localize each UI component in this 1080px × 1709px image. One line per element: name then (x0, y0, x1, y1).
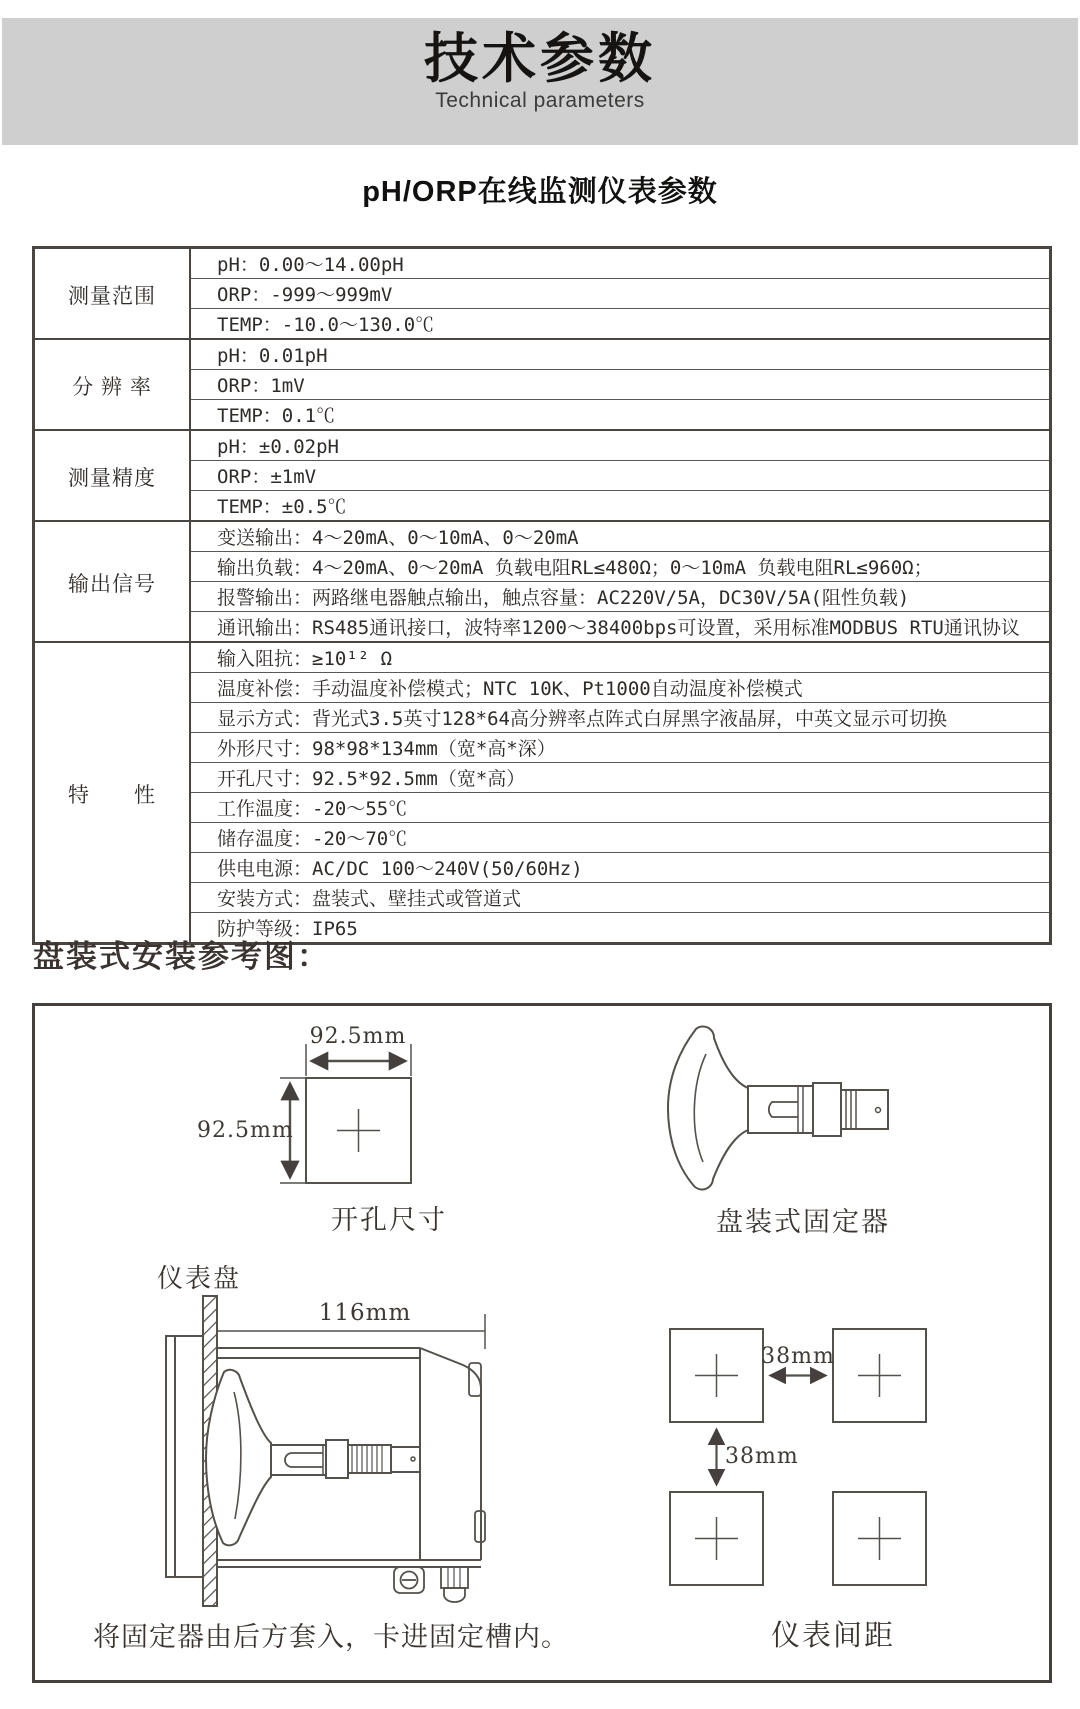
spec-value: ORP：-999～999mV (190, 279, 1051, 309)
table-row (34, 248, 1051, 279)
group-label-resolution: 分 辨 率 (34, 339, 191, 430)
spec-value: TEMP：0.1℃ (190, 400, 1051, 431)
spec-value: 显示方式：背光式3.5英寸128*64高分辨率点阵式白屏黑字液晶屏，中英文显示可切换 (190, 703, 1051, 733)
spec-value: 变送输出：4～20mA、0～10mA、0～20mA (190, 521, 1051, 552)
spec-value: 储存温度：-20～70℃ (190, 823, 1051, 853)
diagram-heading: 盘装式安装参考图： (33, 939, 330, 974)
group-label-output: 输出信号 (34, 521, 191, 642)
spacing-h-dimension: 38mm (761, 1344, 835, 1369)
fixator-diagram (668, 1026, 888, 1189)
table-row (34, 642, 1051, 673)
section-title: pH/ORP在线监测仪表参数 (362, 176, 718, 208)
spec-value: 输出负载：4～20mA、0～20mA 负载电阻RL≤480Ω；0～10mA 负载电阻RL≤960Ω； (190, 552, 1051, 582)
spec-table (32, 246, 1052, 945)
page-subtitle: Technical parameters (435, 89, 645, 113)
fixator-caption: 盘装式固定器 (716, 1207, 890, 1237)
header-band (2, 18, 1078, 145)
spec-value: pH：±0.02pH (190, 430, 1051, 461)
spec-value: ORP：1mV (190, 370, 1051, 400)
panel-label: 仪表盘 (157, 1263, 242, 1293)
spacing-caption: 仪表间距 (770, 1620, 895, 1652)
spec-value: 工作温度：-20～55℃ (190, 793, 1051, 823)
depth-dimension: 116mm (318, 1300, 412, 1326)
spec-value: 外形尺寸：98*98*134mm（宽*高*深） (190, 733, 1051, 763)
cutout-caption: 开孔尺寸 (331, 1205, 447, 1235)
group-label-features: 特 性 (34, 642, 191, 944)
spec-value: 输入阻抗：≥10¹² Ω (190, 642, 1051, 673)
side-view-caption: 将固定器由后方套入，卡进固定槽内。 (93, 1622, 569, 1652)
spec-value: pH：0.00～14.00pH (217, 254, 404, 276)
cutout-width-dimension: 92.5mm (309, 1024, 407, 1049)
spec-value: 报警输出：两路继电器触点输出，触点容量：AC220V/5A，DC30V/5A(阻性负载) (190, 582, 1051, 612)
spec-value: TEMP：±0.5℃ (190, 491, 1051, 522)
side-view-diagram (166, 1296, 485, 1606)
spec-value: ORP：±1mV (190, 461, 1051, 491)
cutout-height-dimension: 92.5mm (197, 1118, 294, 1143)
spec-value: 通讯输出：RS485通讯接口，波特率1200～38400bps可设置，采用标准MODBUS RTU通讯协议 (190, 612, 1051, 643)
group-label-range: 测量范围 (34, 248, 191, 340)
table-row (34, 339, 1051, 370)
spec-value: 安装方式：盘装式、壁挂式或管道式 (190, 883, 1051, 913)
spec-value: 供电电源：AC/DC 100～240V(50/60Hz) (190, 853, 1051, 883)
spec-value: TEMP：-10.0～130.0℃ (190, 309, 1051, 340)
table-row (34, 521, 1051, 552)
spec-value: pH：0.01pH (190, 339, 1051, 370)
spec-value: 开孔尺寸：92.5*92.5mm（宽*高） (190, 763, 1051, 793)
group-label-accuracy: 测量精度 (34, 430, 191, 521)
spec-value: 防护等级：IP65 (190, 913, 1051, 944)
spacing-v-dimension: 38mm (725, 1444, 799, 1469)
cutout-diagram (280, 1044, 411, 1183)
page-title: 技术参数 (424, 29, 656, 89)
spec-value: 温度补偿：手动温度补偿模式；NTC 10K、Pt1000自动温度补偿模式 (190, 673, 1051, 703)
table-row (34, 430, 1051, 461)
diagram-linework (35, 1006, 1049, 1680)
installation-diagram (32, 1003, 1052, 1683)
